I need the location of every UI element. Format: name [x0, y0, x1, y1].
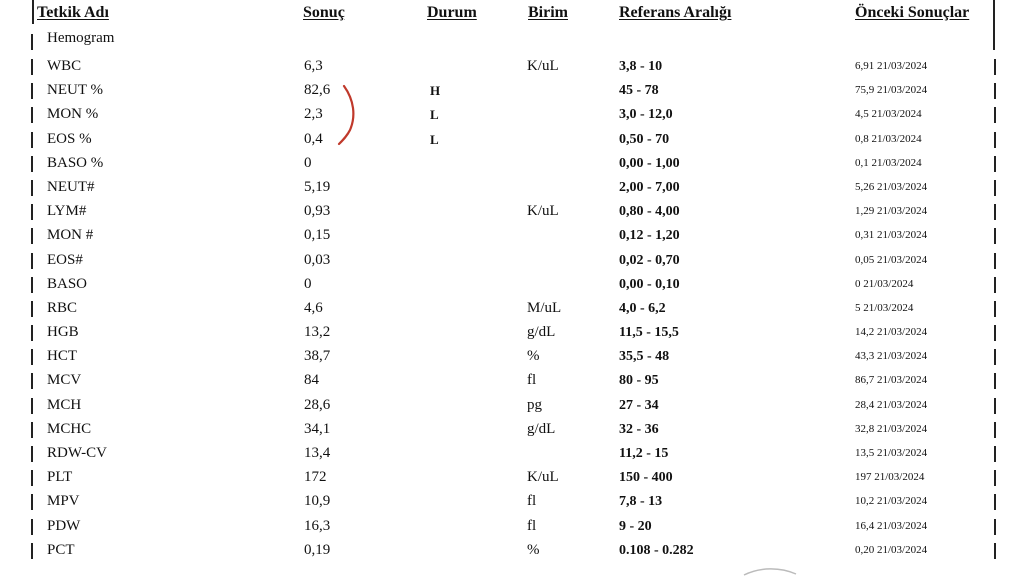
result-cell: 0,19: [304, 541, 331, 558]
row-right-tick: [994, 253, 996, 269]
reference-range-cell: 35,5 - 48: [619, 349, 670, 365]
header-test-name: Tetkik Adı: [37, 4, 109, 21]
test-name-cell: BASO %: [47, 154, 104, 171]
right-border-line: [993, 0, 995, 50]
row-right-tick: [994, 107, 996, 123]
reference-range-cell: 7,8 - 13: [619, 494, 663, 510]
previous-result-cell: 43,3 21/03/2024: [855, 350, 928, 363]
table-row: [0, 369, 1024, 393]
test-name-cell: NEUT %: [47, 82, 103, 99]
row-right-tick: [994, 519, 996, 535]
result-cell: 0,03: [304, 251, 331, 268]
unit-cell: K/uL: [527, 58, 559, 74]
unit-cell: %: [527, 348, 540, 365]
result-cell: 172: [304, 469, 327, 486]
unit-cell: fl: [527, 517, 537, 534]
result-cell: 10,9: [304, 493, 331, 510]
row-left-tick: [31, 422, 33, 438]
row-right-tick: [994, 349, 996, 365]
previous-result-cell: 0,31 21/03/2024: [855, 229, 928, 242]
row-right-tick: [994, 180, 996, 196]
result-cell: 16,3: [304, 517, 331, 534]
test-name-cell: EOS#: [47, 251, 83, 268]
row-right-tick: [994, 470, 996, 486]
unit-cell: g/dL: [527, 324, 556, 341]
row-right-tick: [994, 301, 996, 317]
reference-range-cell: 2,00 - 7,00: [619, 179, 680, 195]
section-tick: [31, 34, 33, 50]
row-right-tick: [994, 204, 996, 220]
result-cell: 84: [304, 372, 319, 389]
previous-result-cell: 6,91 21/03/2024: [855, 60, 928, 72]
test-name-cell: BASO: [47, 275, 88, 292]
previous-result-cell: 5,26 21/03/2024: [855, 180, 928, 193]
test-name-cell: PCT: [47, 541, 75, 558]
row-right-tick: [994, 277, 996, 293]
previous-result-cell: 10,2 21/03/2024: [855, 495, 928, 508]
row-left-tick: [31, 156, 33, 172]
reference-range-cell: 27 - 34: [619, 397, 659, 413]
previous-result-cell: 13,5 21/03/2024: [855, 447, 928, 459]
previous-result-cell: 28,4 21/03/2024: [855, 398, 928, 411]
table-row: [0, 321, 1024, 345]
test-name-cell: MON #: [47, 227, 94, 244]
unit-cell: pg: [527, 396, 542, 413]
previous-result-cell: 86,7 21/03/2024: [855, 374, 928, 387]
row-right-tick: [994, 494, 996, 510]
reference-range-cell: 80 - 95: [619, 373, 659, 389]
table-row: [0, 442, 1024, 466]
test-name-cell: LYM#: [47, 203, 87, 220]
test-name-cell: EOS %: [47, 130, 92, 147]
previous-result-cell: 1,29 21/03/2024: [855, 205, 928, 218]
table-row: [0, 128, 1024, 152]
row-left-tick: [31, 519, 33, 535]
result-cell: 5,19: [304, 178, 331, 195]
row-right-tick: [994, 83, 996, 99]
table-row: [0, 490, 1024, 514]
reference-range-cell: 45 - 78: [619, 83, 659, 99]
table-row: [0, 273, 1024, 297]
table-row: [0, 79, 1024, 103]
result-cell: 28,6: [304, 396, 331, 413]
row-left-tick: [31, 349, 33, 365]
unit-cell: K/uL: [527, 469, 559, 486]
reference-range-cell: 11,2 - 15: [619, 446, 669, 461]
test-name-cell: RDW-CV: [47, 445, 107, 461]
reference-range-cell: 9 - 20: [619, 518, 652, 534]
unit-cell: K/uL: [527, 203, 559, 220]
unit-cell: M/uL: [527, 299, 562, 316]
table-row: [0, 539, 1024, 563]
results-table-body: [0, 55, 1024, 563]
previous-result-cell: 0,1 21/03/2024: [855, 156, 922, 169]
previous-result-cell: 14,2 21/03/2024: [855, 326, 928, 339]
section-title: Hemogram: [47, 30, 115, 46]
row-left-tick: [31, 228, 33, 244]
test-name-cell: MPV: [47, 493, 80, 510]
previous-result-cell: 0,20 21/03/2024: [855, 543, 928, 556]
previous-result-cell: 0,05 21/03/2024: [855, 253, 928, 266]
row-left-tick: [31, 83, 33, 99]
row-left-tick: [31, 59, 33, 75]
table-row: [0, 466, 1024, 490]
row-right-tick: [994, 59, 996, 75]
previous-result-cell: 75,9 21/03/2024: [855, 84, 928, 97]
previous-result-cell: 4,5 21/03/2024: [855, 108, 922, 121]
row-right-tick: [994, 373, 996, 389]
row-left-tick: [31, 277, 33, 293]
row-right-tick: [994, 543, 996, 559]
table-row: [0, 394, 1024, 418]
row-left-tick: [31, 446, 33, 462]
table-row: [0, 200, 1024, 224]
row-left-tick: [31, 373, 33, 389]
row-left-tick: [31, 470, 33, 486]
row-left-tick: [31, 132, 33, 148]
row-left-tick: [31, 398, 33, 414]
previous-result-cell: 197 21/03/2024: [855, 471, 925, 484]
status-flag-cell: H: [430, 83, 441, 99]
status-flag-cell: L: [430, 107, 439, 123]
reference-range-cell: 4,0 - 6,2: [619, 300, 666, 316]
header-reference-range: Referans Aralığı: [619, 4, 732, 21]
previous-result-cell: 16,4 21/03/2024: [855, 519, 928, 532]
reference-range-cell: 0,80 - 4,00: [619, 204, 680, 220]
result-cell: 0: [304, 154, 312, 171]
previous-result-cell: 5 21/03/2024: [855, 301, 914, 314]
row-left-tick: [31, 494, 33, 510]
reference-range-cell: 3,8 - 10: [619, 59, 663, 74]
table-row: [0, 176, 1024, 200]
left-border-line: [32, 0, 34, 24]
unit-cell: fl: [527, 372, 537, 389]
test-name-cell: PLT: [47, 469, 73, 486]
row-right-tick: [994, 156, 996, 172]
header-unit: Birim: [528, 4, 568, 21]
test-name-cell: RBC: [47, 299, 78, 316]
table-row: [0, 418, 1024, 442]
result-cell: 6,3: [304, 58, 323, 74]
row-right-tick: [994, 422, 996, 438]
test-name-cell: NEUT#: [47, 178, 95, 195]
result-cell: 34,1: [304, 420, 331, 437]
table-row: [0, 152, 1024, 176]
reference-range-cell: 0,50 - 70: [619, 131, 670, 147]
result-cell: 13,2: [304, 324, 331, 341]
result-cell: 0,93: [304, 203, 331, 220]
table-row: [0, 224, 1024, 248]
result-cell: 4,6: [304, 299, 323, 316]
reference-range-cell: 0,00 - 1,00: [619, 155, 680, 171]
test-name-cell: WBC: [47, 58, 82, 74]
test-name-cell: MCH: [47, 396, 82, 413]
reference-range-cell: 0,00 - 0,10: [619, 276, 680, 292]
unit-cell: g/dL: [527, 420, 556, 437]
unit-cell: %: [527, 541, 540, 558]
result-cell: 0: [304, 275, 312, 292]
row-right-tick: [994, 325, 996, 341]
table-row: [0, 55, 1024, 79]
result-cell: 38,7: [304, 348, 331, 365]
reference-range-cell: 0,02 - 0,70: [619, 252, 680, 268]
row-left-tick: [31, 325, 33, 341]
row-left-tick: [31, 301, 33, 317]
row-left-tick: [31, 204, 33, 220]
row-left-tick: [31, 253, 33, 269]
test-name-cell: PDW: [47, 517, 81, 534]
row-left-tick: [31, 543, 33, 559]
previous-result-cell: 32,8 21/03/2024: [855, 422, 928, 435]
status-flag-cell: L: [430, 131, 439, 147]
reference-range-cell: 3,0 - 12,0: [619, 107, 673, 123]
result-cell: 0,15: [304, 227, 331, 244]
row-left-tick: [31, 107, 33, 123]
result-cell: 0,4: [304, 130, 323, 147]
test-name-cell: MCHC: [47, 420, 92, 437]
reference-range-cell: 11,5 - 15,5: [619, 325, 679, 341]
header-previous-results: Önceki Sonuçlar: [855, 4, 970, 21]
test-name-cell: HGB: [47, 324, 79, 341]
scan-smudge-mark: [740, 565, 800, 577]
reference-range-cell: 150 - 400: [619, 470, 673, 486]
unit-cell: fl: [527, 493, 537, 510]
previous-result-cell: 0 21/03/2024: [855, 277, 914, 290]
row-right-tick: [994, 398, 996, 414]
result-cell: 82,6: [304, 82, 331, 99]
table-row: [0, 297, 1024, 321]
row-right-tick: [994, 446, 996, 462]
reference-range-cell: 0.108 - 0.282: [619, 542, 694, 558]
row-left-tick: [31, 180, 33, 196]
table-row: [0, 515, 1024, 539]
reference-range-cell: 0,12 - 1,20: [619, 228, 680, 244]
result-cell: 13,4: [304, 445, 331, 461]
test-name-cell: MON %: [47, 106, 99, 123]
table-row: [0, 345, 1024, 369]
row-right-tick: [994, 132, 996, 148]
reference-range-cell: 32 - 36: [619, 421, 659, 437]
table-row: [0, 103, 1024, 127]
test-name-cell: HCT: [47, 348, 77, 365]
header-result: Sonuç: [303, 4, 345, 21]
row-right-tick: [994, 228, 996, 244]
previous-result-cell: 0,8 21/03/2024: [855, 132, 922, 145]
result-cell: 2,3: [304, 106, 323, 123]
header-status: Durum: [427, 4, 477, 21]
table-row: [0, 249, 1024, 273]
test-name-cell: MCV: [47, 372, 82, 389]
